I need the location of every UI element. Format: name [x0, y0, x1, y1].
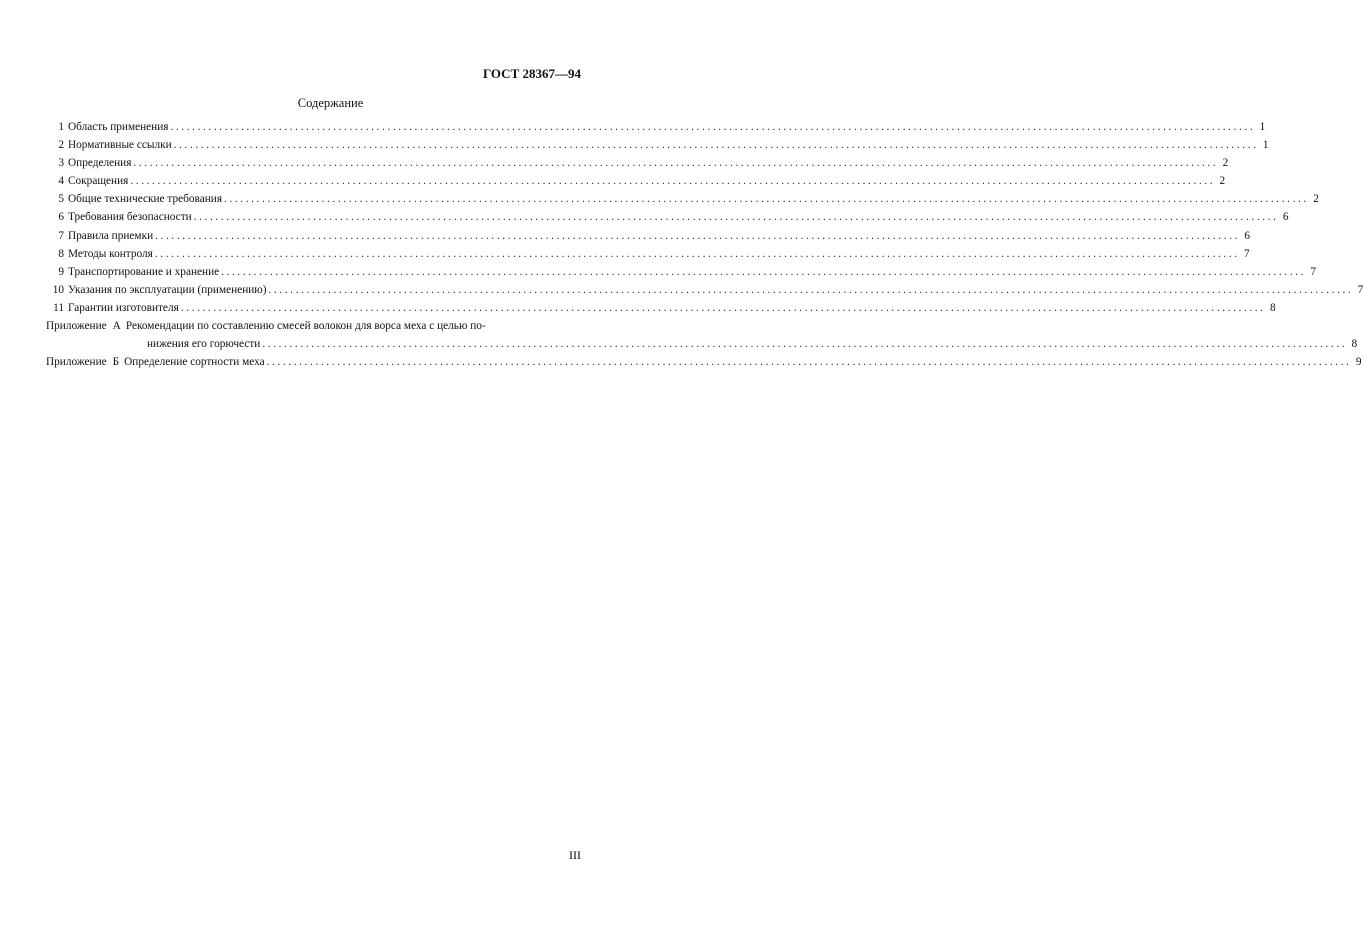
toc-title: Содержание [297, 96, 364, 110]
toc-entry-label: Общие технические требования [68, 193, 223, 206]
appendix-prefix: Приложение [46, 320, 107, 333]
toc-appendix-a-line1 [46, 320, 574, 338]
toc-entry-number: 9 [58, 265, 64, 278]
dot-leader: ........................................................................................................................................................................................................ [173, 139, 1259, 152]
toc-appendix-a-line2 [46, 338, 1358, 356]
toc-entry-page: 1 [1262, 139, 1269, 152]
toc-entry-number: 1 [58, 121, 64, 133]
toc-entry-number: 3 [58, 157, 64, 170]
dot-leader: ........................................................................................................................................................................................................ [155, 229, 1240, 242]
toc-entry-page: 7 [1357, 283, 1363, 296]
toc-entry-3 [46, 157, 1229, 175]
dot-leader: ........................................................................................................................................................................................................ [262, 338, 1348, 351]
appendix-title-line1: Определение сортности меха [124, 356, 265, 369]
toc-entry-number: 6 [58, 211, 64, 224]
toc-entry-number: 4 [58, 175, 64, 188]
appendix-letter: А [112, 320, 121, 333]
toc-entry-label: Гарантии изготовителя [68, 301, 179, 314]
toc-entry-page: 6 [1282, 211, 1289, 224]
toc-entry-page: 8 [1351, 338, 1358, 351]
toc-entry-6 [46, 211, 1289, 229]
toc-entry-number: 11 [53, 301, 64, 314]
toc-entry-label: Правила приемки [68, 229, 154, 242]
toc-entry-label: Требования безопасности [68, 211, 192, 224]
toc-entry-number: 10 [52, 283, 64, 296]
toc-entry-number: 5 [58, 193, 64, 206]
appendix-title-line2: нижения его горючести [147, 338, 261, 351]
toc-entry-number: 7 [58, 229, 64, 242]
toc-entry-label: Указания по эксплуатации (применению) [68, 283, 267, 296]
toc-entry-page: 7 [1310, 265, 1316, 278]
toc-entry-page: 2 [1222, 157, 1229, 170]
toc-entry-label: Определения [68, 157, 132, 170]
toc-entry-page: 8 [1269, 301, 1276, 314]
toc-entry-page: 2 [1219, 175, 1226, 188]
toc-entry-4 [46, 175, 1226, 193]
toc-entry-9 [46, 265, 1316, 284]
toc-entry-label: Транспортирование и хранение [68, 265, 220, 278]
toc-entry-page: 2 [1313, 193, 1319, 206]
toc-entry-label: Сокращения [68, 175, 129, 188]
dot-leader: ........................................................................................................................................................................................................ [170, 121, 1256, 133]
dot-leader: ........................................................................................................................................................................................................ [133, 157, 1219, 170]
dot-leader: ........................................................................................................................................................................................................ [268, 283, 1354, 296]
toc-entry-1 [46, 121, 1266, 139]
dot-leader: ........................................................................................................................................................................................................ [266, 356, 1352, 369]
toc-entry-number: 8 [58, 247, 64, 260]
table-of-contents [46, 121, 1363, 374]
dot-leader: ........................................................................................................................................................................................................ [193, 211, 1279, 224]
toc-entry-10 [46, 283, 1363, 302]
toc-entry-page: 6 [1244, 229, 1250, 242]
toc-entry-page: 1 [1259, 121, 1266, 133]
standard-number: ГОСТ 28367—94 [482, 66, 581, 81]
toc-entry-2 [46, 139, 1269, 157]
appendix-title-line1: Рекомендации по составлению смесей волокон для ворса меха с целью по- [125, 320, 486, 333]
toc-entry-7 [46, 229, 1250, 248]
dot-leader: ........................................................................................................................................................................................................ [180, 301, 1266, 314]
toc-entry-8 [46, 247, 1250, 266]
dot-leader: ........................................................................................................................................................................................................ [224, 193, 1309, 206]
toc-entry-label: Область применения [68, 121, 169, 133]
toc-entry-11 [46, 301, 1276, 320]
appendix-letter: Б [112, 356, 120, 369]
toc-entry-label: Методы контроля [68, 247, 153, 260]
toc-entry-number: 2 [58, 139, 64, 152]
dot-leader: ........................................................................................................................................................................................................ [221, 265, 1306, 278]
appendix-prefix: Приложение [46, 356, 107, 369]
dot-leader: ........................................................................................................................................................................................................ [154, 247, 1240, 260]
toc-appendix-b [46, 356, 1362, 374]
page-number: III [569, 848, 581, 862]
toc-entry-page: 7 [1244, 247, 1250, 260]
toc-entry-5 [46, 193, 1319, 211]
toc-entry-label: Нормативные ссылки [68, 139, 172, 152]
toc-entry-page: 9 [1355, 356, 1362, 369]
dot-leader: ........................................................................................................................................................................................................ [130, 175, 1216, 188]
